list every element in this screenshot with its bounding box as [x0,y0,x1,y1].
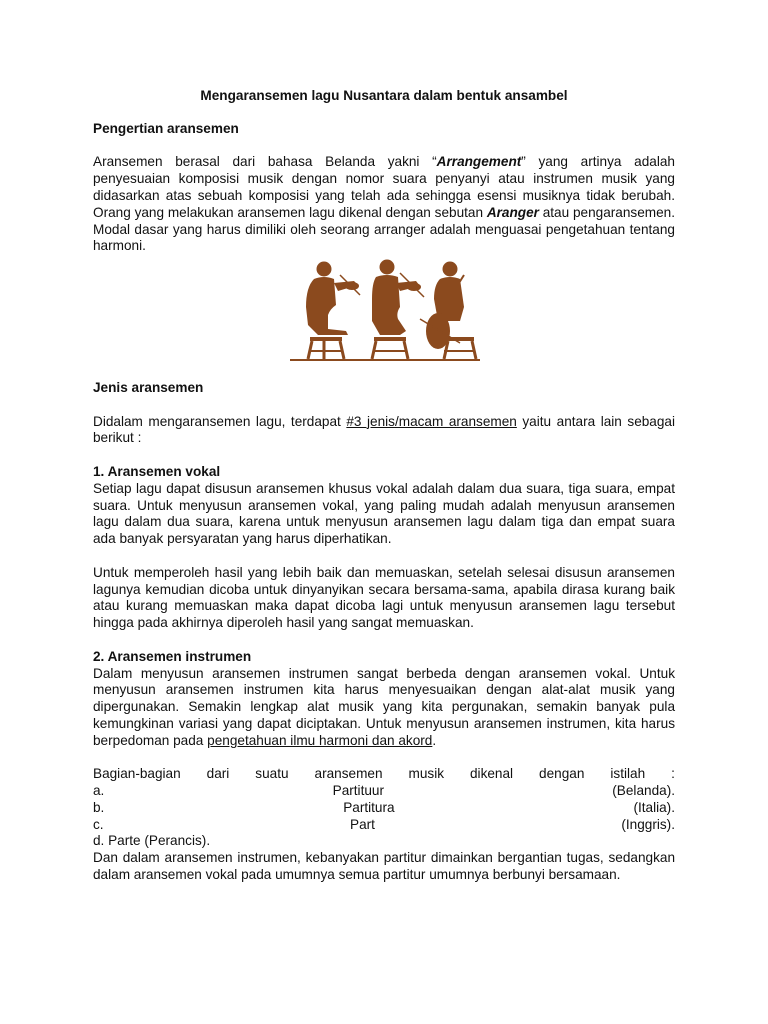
link-harmoni-akord[interactable]: pengetahuan ilmu harmoni dan akord [207,732,433,748]
link-jenis-aransemen[interactable]: #3 jenis/macam aransemen [346,413,517,429]
section-heading-pengertian: Pengertian aransemen [93,120,239,136]
parts-intro-line: Bagian-bagian dari suatu aransemen musik dikenal dengan istilah : [93,766,675,782]
paragraph-jenis: Didalam mengaransemen lagu, terdapat #3 jenis/macam aransemen yaitu antara lain sebagai berikut : [93,413,676,446]
document-title: Mengaransemen lagu Nusantara dalam bentuk ansambel [200,88,568,103]
subheading-aransemen-vokal: 1. Aransemen vokal [93,463,221,479]
paragraph-closing: Dan dalam aransemen instrumen, kebanyakan partitur dimainkan bergantian tugas, sedangkan dalam aransemen vokal pada umumnya semua partitur umumnya berbunyi bersamaan. [93,850,675,883]
subheading-aransemen-instrumen: 2. Aransemen instrumen [93,648,252,664]
paragraph-instrumen: Dalam menyusun aransemen instrumen sangat berbeda dengan aransemen vokal. Untuk menyusun aransemen instrumen kita harus menyesuaikan dengan alat-alat musik yang dipergunakan. Semakin lengkap alat musik yang kita pergunakan, semakin banyak pula kemungkinan variasi yang dapat diciptakan. Untuk menyusun aransemen instrumen, kita harus berpedoman pada pengetahuan ilmu harmoni dan akord. [93,665,675,748]
paragraph-vokal-2: Untuk memperoleh hasil yang lebih baik dan memuaskan, setelah selesai disusun aransemen lagunya kemudian dicoba untuk dinyanyikan secara bersama-sama, apabila dirasa kurang baik atau kurang memuaskan maka dapat dicoba lagi untuk menyusun aransemen lagu tersebut hingga pada akhirnya diperoleh hasil yang sangat memuaskan. [93,564,675,631]
paragraph-vokal-1: Setiap lagu dapat disusun aransemen khusus vokal adalah dalam dua suara, tiga suara, empat suara. Untuk menyusun aransemen vokal, yang paling mudah adalah menyusun aransemen lagu dalam dua suara, karena untuk menyusun aransemen lagu dalam tiga dan empat suara ada banyak persyaratan yang harus diperhatikan. [93,480,675,547]
term-aranger: Aranger [486,204,539,220]
part-row-c: c. Part (Inggris). [93,816,675,832]
violin-trio-illustration [288,259,483,363]
part-row-b: b. Partitura (Italia). [93,799,675,815]
musician-silhouettes [290,260,480,362]
term-arrangement: Arrangement [436,154,522,170]
document-page [93,88,675,884]
part-row-d: d. Parte (Perancis). [93,833,211,849]
part-row-a: a. Partituur (Belanda). [93,783,675,799]
paragraph-pengertian: Aransemen berasal dari bahasa Belanda yakni “Arrangement” yang artinya adalah penyesuaian komposisi musik dengan nomor suara penyanyi atau instrumen musik yang didasarkan atas sebuah komposisi yang telah ada sehingga esensi musiknya tidak berubah. Orang yang melakukan aransemen lagu dikenal dengan sebutan Aranger atau pengaransemen. Modal dasar yang harus dimiliki oleh seorang arranger adalah menguasai pengetahuan tentang harmoni. [93,154,675,254]
section-heading-jenis: Jenis aransemen [93,379,204,395]
